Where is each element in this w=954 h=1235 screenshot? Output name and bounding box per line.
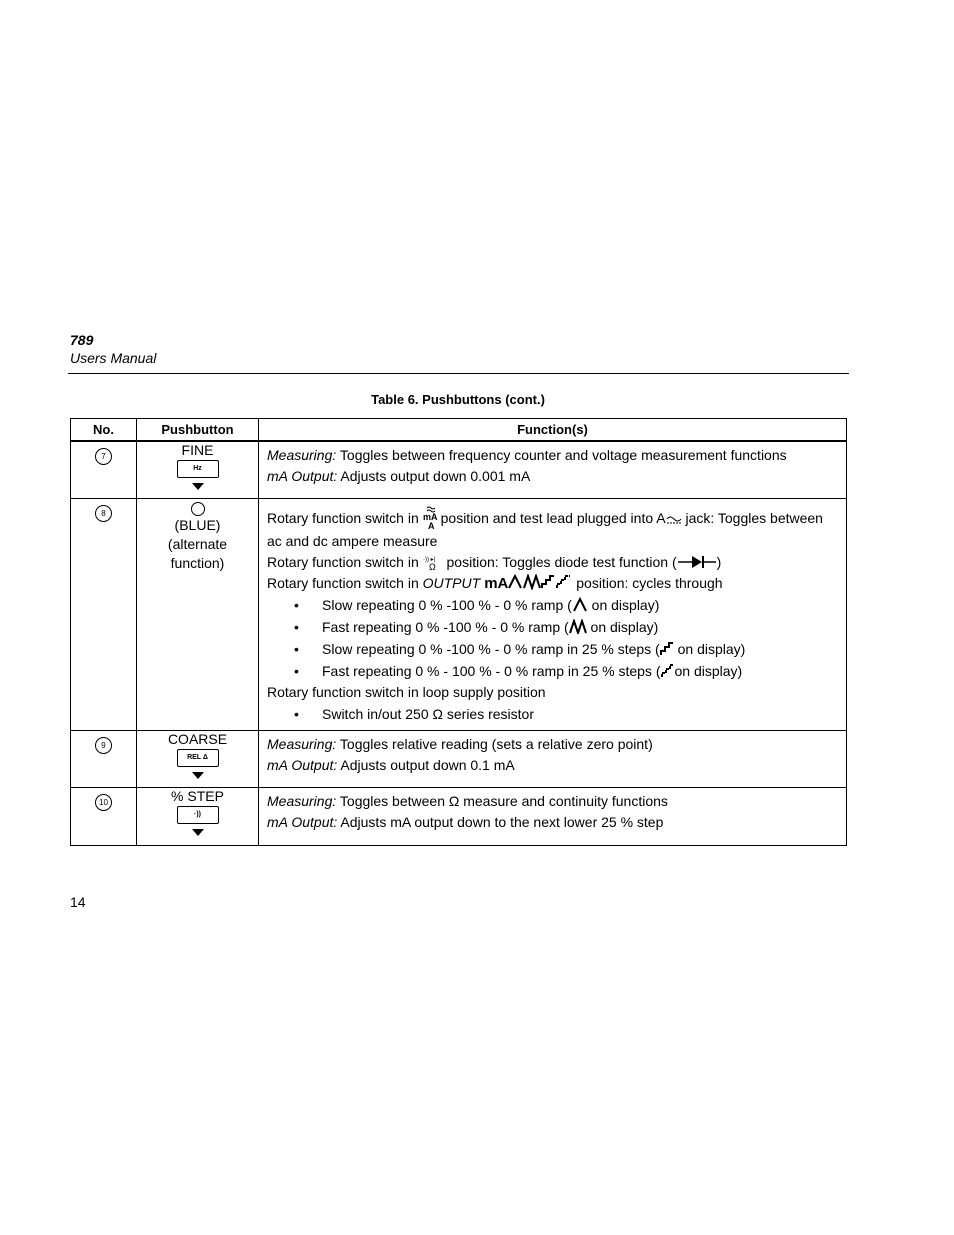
function-text: Rotary function switch in (267, 574, 423, 591)
functions-cell (259, 787, 847, 845)
slow-step-icon (660, 641, 674, 656)
svg-text:A: A (427, 520, 435, 531)
function-line (267, 552, 838, 573)
button-label: % STEP (171, 787, 224, 804)
bullet-text: Slow repeating 0 % -100 % - 0 % ramp ( (322, 596, 572, 613)
ac-dc-icon (666, 515, 682, 525)
no-cell (71, 441, 137, 498)
function-text: Toggles between Ω measure and continuity functions (336, 792, 668, 809)
function-line (267, 812, 838, 833)
blue-button-icon (191, 502, 205, 516)
output-label: OUTPUT (422, 574, 481, 591)
diode-icon (677, 555, 717, 569)
item-number-circle: 8 (95, 505, 112, 522)
table-header-row (71, 419, 847, 442)
button-label-line: function) (170, 554, 225, 571)
manual-title: Users Manual (70, 350, 157, 366)
bullet-text: Slow repeating 0 % -100 % - 0 % ramp in 25 % steps ( (322, 640, 660, 657)
down-arrow-icon (192, 772, 204, 779)
bullet-text: on display) (586, 618, 659, 635)
ma-label: mA (484, 574, 509, 592)
item-number-circle: 7 (95, 448, 112, 465)
bullet-text: Fast repeating 0 % - 100 % - 0 % ramp in 25 % steps ( (322, 662, 661, 679)
table-row (71, 730, 847, 787)
hz-key-icon: Hz (177, 460, 219, 478)
functions-cell (259, 730, 847, 787)
svg-text:·)) ▸|: ·)) ▸| (422, 556, 435, 563)
continuity-key-icon: ·)) (177, 806, 219, 824)
function-line (267, 791, 838, 812)
bullet-text: Fast repeating 0 % -100 % - 0 % ramp ( (322, 618, 569, 635)
pushbutton-cell (137, 498, 259, 730)
slow-ramp-icon (572, 597, 588, 612)
function-text: Toggles relative reading (sets a relative zero point) (336, 735, 653, 752)
function-text: Adjusts output down 0.1 mA (337, 756, 515, 773)
model-number: 789 (70, 332, 94, 348)
mode-label: Measuring: (267, 735, 337, 752)
fast-step-icon (661, 663, 675, 678)
bullet-text: on display) (587, 596, 660, 613)
button-label-line: (BLUE) (174, 516, 221, 533)
bullet-text: on display) (674, 662, 743, 679)
function-line: ac and dc ampere measure (267, 532, 438, 549)
table-row (71, 787, 847, 845)
mode-label: mA Output: (267, 756, 338, 773)
pushbutton-cell (137, 441, 259, 498)
table-row (71, 498, 847, 730)
function-text: Adjusts mA output down to the next lower 25 % step (337, 813, 664, 830)
item-number-circle: 9 (95, 737, 112, 754)
no-cell (71, 787, 137, 845)
function-line (267, 734, 838, 755)
bullet-text: on display) (673, 640, 746, 657)
no-cell (71, 498, 137, 730)
function-line (267, 466, 838, 487)
button-label-line: (alternate (167, 535, 228, 552)
list-item (267, 594, 838, 616)
mode-label: mA Output: (267, 813, 338, 830)
ma-a-rotary-position-icon (423, 505, 441, 531)
function-text: position: cycles through (572, 574, 723, 591)
button-label: FINE (181, 442, 214, 458)
list-item (267, 616, 838, 638)
table-row (71, 441, 847, 498)
function-text: position: Toggles diode test function ( (442, 553, 677, 570)
item-number-circle: 10 (95, 794, 112, 811)
pushbutton-cell (137, 787, 259, 845)
pushbutton-cell (137, 730, 259, 787)
function-text: position and test lead plugged into A (440, 509, 666, 526)
functions-cell (259, 498, 847, 730)
function-text: Toggles between frequency counter and voltage measurement functions (336, 447, 787, 463)
list-item (267, 638, 838, 660)
page-number: 14 (70, 894, 86, 910)
column-header-pushbutton: Pushbutton (137, 419, 259, 442)
no-cell (71, 730, 137, 787)
header-rule (68, 373, 849, 374)
column-header-functions: Function(s) (259, 419, 847, 442)
svg-text:Ω: Ω (428, 561, 436, 571)
output-mode-icons (508, 574, 572, 590)
list-item (267, 660, 838, 682)
pushbuttons-table (70, 418, 847, 846)
page-header (70, 331, 156, 368)
function-line (267, 445, 838, 466)
function-text: ) (716, 553, 722, 570)
function-line: Rotary function switch in loop supply position (267, 683, 546, 700)
button-label: COARSE (167, 730, 228, 747)
function-text: Rotary function switch in (267, 509, 423, 526)
table-caption: Table 6. Pushbuttons (cont.) (371, 392, 545, 407)
functions-cell (259, 441, 847, 498)
function-line (267, 755, 838, 776)
function-line (267, 505, 838, 531)
function-line (267, 573, 838, 594)
down-arrow-icon (192, 483, 204, 490)
fast-ramp-icon (569, 619, 587, 634)
function-text: jack: Toggles between (681, 509, 823, 526)
svg-text:mA: mA (422, 511, 438, 522)
function-text: Adjusts output down 0.001 mA (337, 468, 531, 484)
mode-label: Measuring: (267, 447, 337, 463)
down-arrow-icon (192, 829, 204, 836)
list-item: • Switch in/out 250 Ω series resistor (267, 703, 838, 725)
mode-label: Measuring: (267, 792, 337, 809)
column-header-no: No. (71, 419, 137, 442)
mode-label: mA Output: (267, 468, 338, 484)
function-text: Rotary function switch in (267, 553, 423, 570)
rel-delta-key-icon: REL Δ (177, 749, 219, 767)
continuity-diode-ohm-icon (423, 555, 443, 571)
